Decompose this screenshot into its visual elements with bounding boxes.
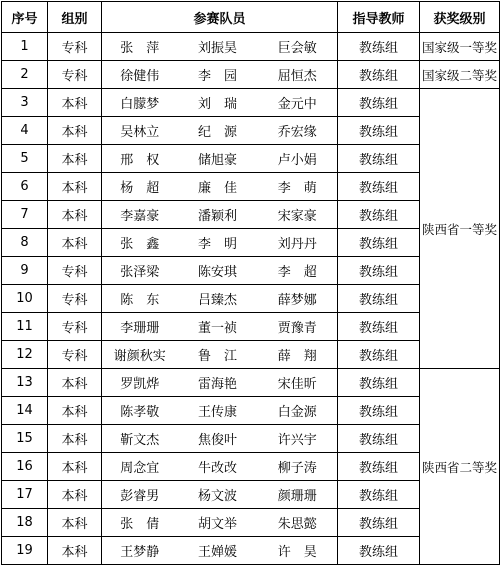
row-member: 柳子涛	[258, 453, 338, 481]
row-group: 专科	[48, 313, 102, 341]
row-member: 罗凯烨	[102, 369, 178, 397]
row-group: 专科	[48, 341, 102, 369]
row-member: 彭睿男	[102, 481, 178, 509]
row-member: 纪 源	[178, 117, 258, 145]
row-member: 宋佳昕	[258, 369, 338, 397]
row-index: 2	[2, 61, 48, 89]
header-index: 序号	[2, 2, 48, 33]
row-index: 10	[2, 285, 48, 313]
row-member: 金元中	[258, 89, 338, 117]
row-advisor: 教练组	[338, 257, 420, 285]
row-group: 本科	[48, 537, 102, 565]
row-advisor: 教练组	[338, 61, 420, 89]
row-member: 李 萌	[258, 173, 338, 201]
row-member: 张 萍	[102, 33, 178, 61]
row-member: 吕臻杰	[178, 285, 258, 313]
row-member: 潘颖利	[178, 201, 258, 229]
table-row	[2, 33, 500, 61]
row-index: 6	[2, 173, 48, 201]
row-member: 谢颜秋实	[102, 341, 178, 369]
row-group: 本科	[48, 145, 102, 173]
row-member: 李 明	[178, 229, 258, 257]
row-member: 李 超	[258, 257, 338, 285]
row-member: 董一祯	[178, 313, 258, 341]
row-member: 张泽梁	[102, 257, 178, 285]
row-group: 本科	[48, 397, 102, 425]
table-body	[2, 33, 500, 565]
row-member: 王婵媛	[178, 537, 258, 565]
row-index: 16	[2, 453, 48, 481]
row-index: 4	[2, 117, 48, 145]
row-member: 白金源	[258, 397, 338, 425]
row-member: 廉 佳	[178, 173, 258, 201]
row-member: 刘丹丹	[258, 229, 338, 257]
table-row	[2, 369, 500, 397]
row-index: 19	[2, 537, 48, 565]
row-member: 张 鑫	[102, 229, 178, 257]
header-row	[2, 2, 500, 33]
row-index: 5	[2, 145, 48, 173]
row-index: 12	[2, 341, 48, 369]
header-award: 获奖级别	[420, 2, 500, 33]
row-member: 胡文举	[178, 509, 258, 537]
row-member: 焦俊叶	[178, 425, 258, 453]
row-member: 刘 瑞	[178, 89, 258, 117]
row-group: 本科	[48, 369, 102, 397]
row-index: 17	[2, 481, 48, 509]
row-advisor: 教练组	[338, 369, 420, 397]
row-member: 巨会敏	[258, 33, 338, 61]
row-index: 9	[2, 257, 48, 285]
row-member: 杨文波	[178, 481, 258, 509]
row-member: 宋家豪	[258, 201, 338, 229]
row-group: 本科	[48, 89, 102, 117]
row-index: 3	[2, 89, 48, 117]
row-group: 本科	[48, 117, 102, 145]
row-group: 专科	[48, 285, 102, 313]
row-advisor: 教练组	[338, 173, 420, 201]
row-member: 鲁 江	[178, 341, 258, 369]
row-member: 陈孝敬	[102, 397, 178, 425]
row-advisor: 教练组	[338, 229, 420, 257]
row-member: 吴林立	[102, 117, 178, 145]
row-member: 靳文杰	[102, 425, 178, 453]
row-member: 牛改改	[178, 453, 258, 481]
header-members: 参赛队员	[102, 2, 338, 33]
row-index: 13	[2, 369, 48, 397]
row-member: 贾豫青	[258, 313, 338, 341]
row-advisor: 教练组	[338, 313, 420, 341]
row-advisor: 教练组	[338, 509, 420, 537]
table-row	[2, 61, 500, 89]
row-advisor: 教练组	[338, 481, 420, 509]
row-advisor: 教练组	[338, 285, 420, 313]
award-level: 陕西省一等奖	[420, 89, 500, 369]
row-member: 李 园	[178, 61, 258, 89]
award-level: 国家级一等奖	[420, 33, 500, 61]
award-level: 陕西省二等奖	[420, 369, 500, 565]
award-level: 国家级二等奖	[420, 61, 500, 89]
row-group: 本科	[48, 481, 102, 509]
row-member: 屈恒杰	[258, 61, 338, 89]
row-index: 14	[2, 397, 48, 425]
row-group: 专科	[48, 33, 102, 61]
row-advisor: 教练组	[338, 89, 420, 117]
row-index: 8	[2, 229, 48, 257]
row-advisor: 教练组	[338, 33, 420, 61]
row-group: 专科	[48, 257, 102, 285]
row-member: 王梦静	[102, 537, 178, 565]
row-advisor: 教练组	[338, 117, 420, 145]
row-index: 1	[2, 33, 48, 61]
row-member: 陈安琪	[178, 257, 258, 285]
table-row	[2, 89, 500, 117]
row-member: 白朦梦	[102, 89, 178, 117]
row-index: 18	[2, 509, 48, 537]
row-group: 本科	[48, 425, 102, 453]
row-member: 许兴宇	[258, 425, 338, 453]
row-member: 邢 权	[102, 145, 178, 173]
row-member: 卢小娟	[258, 145, 338, 173]
row-index: 7	[2, 201, 48, 229]
row-index: 11	[2, 313, 48, 341]
row-member: 徐健伟	[102, 61, 178, 89]
row-advisor: 教练组	[338, 537, 420, 565]
awards-table	[1, 1, 500, 565]
row-member: 薛梦娜	[258, 285, 338, 313]
row-member: 陈 东	[102, 285, 178, 313]
row-advisor: 教练组	[338, 201, 420, 229]
row-member: 王传康	[178, 397, 258, 425]
row-member: 乔宏缘	[258, 117, 338, 145]
row-member: 储旭豪	[178, 145, 258, 173]
header-group: 组别	[48, 2, 102, 33]
row-member: 张 倩	[102, 509, 178, 537]
row-group: 专科	[48, 61, 102, 89]
row-member: 薛 翔	[258, 341, 338, 369]
row-member: 李珊珊	[102, 313, 178, 341]
row-advisor: 教练组	[338, 397, 420, 425]
row-member: 颜珊珊	[258, 481, 338, 509]
row-member: 许 昊	[258, 537, 338, 565]
row-group: 本科	[48, 173, 102, 201]
row-advisor: 教练组	[338, 341, 420, 369]
row-advisor: 教练组	[338, 425, 420, 453]
row-member: 杨 超	[102, 173, 178, 201]
row-group: 本科	[48, 201, 102, 229]
row-member: 朱思懿	[258, 509, 338, 537]
row-group: 本科	[48, 453, 102, 481]
row-member: 李嘉豪	[102, 201, 178, 229]
row-index: 15	[2, 425, 48, 453]
row-group: 本科	[48, 509, 102, 537]
row-member: 雷海艳	[178, 369, 258, 397]
row-member: 刘振昊	[178, 33, 258, 61]
row-member: 周念宜	[102, 453, 178, 481]
row-advisor: 教练组	[338, 145, 420, 173]
row-advisor: 教练组	[338, 453, 420, 481]
header-advisor: 指导教师	[338, 2, 420, 33]
row-group: 本科	[48, 229, 102, 257]
